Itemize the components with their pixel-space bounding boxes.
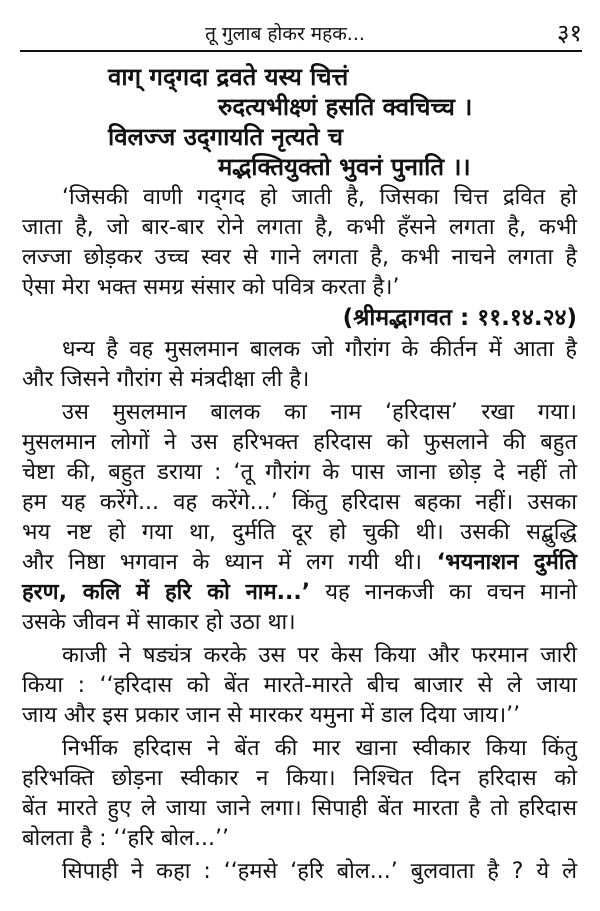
running-title: तू गुलाब होकर महक... (205, 23, 365, 45)
translation-line: जाता है, जो बार-बार रोने लगता है, कभी हँसने लगता है, कभी (22, 215, 577, 240)
paragraph-line: बेंत मारते हुए ले जाया जाने लगा। सिपाही बेंत मारता है तो हरिदास (22, 796, 577, 821)
header-rule (20, 50, 582, 52)
quote-bold: हरण, कलि में हरि को नाम...’ (22, 580, 311, 605)
page-header (0, 0, 600, 58)
paragraph-line: सिपाही ने कहा : ‘‘हमसे ‘हरि बोल...’ बुलवाता है ? ये ले (62, 859, 577, 884)
page-number: ३१ (557, 19, 582, 47)
paragraph-line: उसके जीवन में साकार हो उठा था। (22, 610, 296, 635)
paragraph-line: मुसलमान लोगों ने उस हरिभक्त हरिदास को फुसलाने की बहुत (22, 430, 577, 455)
translation-line: ऐसा मेरा भक्त समग्र संसार को पवित्र करता है।’ (22, 275, 400, 300)
paragraph-line: धन्य है वह मुसलमान बालक जो गौरांग के कीर्तन में आता है (62, 337, 577, 362)
quote-bold: ‘भयनाशन दुर्मति (436, 550, 577, 575)
paragraph-line: और जिसने गौरांग से मंत्रदीक्षा ली है। (22, 367, 310, 392)
translation-line: लज्जा छोड़कर उच्च स्वर से गाने लगता है, कभी नाचने लगता है (22, 245, 577, 270)
paragraph-line: हम यह करेंगे... वह करेंगे...’ किंतु हरिदास बहका नहीं। उसका (22, 490, 577, 515)
verse-citation: (श्रीमद्भागवत : ११.१४.२४) (342, 305, 577, 331)
paragraph-line (22, 578, 577, 608)
paragraph-line: भय नष्ट हो गया था, दुर्मति दूर हो चुकी थी। उसकी सद्बुद्धि (22, 520, 577, 545)
paragraph-line: हरिभक्ति छोड़ना स्वीकार न किया। निश्चित दिन हरिदास को (22, 766, 577, 791)
paragraph-line: किया : ‘‘हरिदास को बेंत मारते-मारते बीच बाजार से ले जाया (22, 673, 577, 698)
paragraph-line (22, 548, 577, 578)
paragraph-line: निर्भीक हरिदास ने बेंत की मार खाना स्वीकार किया किंतु (62, 736, 577, 761)
verse-line: वाग् गद्‌गदा द्रवते यस्य चित्तं (108, 63, 349, 91)
paragraph-line: उस मुसलमान बालक का नाम ‘हरिदास’ रखा गया। (62, 400, 577, 425)
paragraph-line: चेष्टा की, बहुत डराया : ‘तू गौरांग के पास जाना छोड़ दे नहीं तो (22, 460, 577, 485)
paragraph-line: बोलता है : ‘‘हरि बोल...’’ (22, 826, 229, 851)
verse-line: रुदत्यभीक्ष्णं हसति क्वचिच्च । (218, 93, 473, 121)
verse-line: मद्भक्तियुक्तो भुवनं पुनाति ।। (218, 153, 471, 181)
paragraph-line: काजी ने षड्यंत्र करके उस पर केस किया और फरमान जारी (62, 643, 577, 668)
translation-line: ‘जिसकी वाणी गद्‌गद हो जाती है, जिसका चित्त द्रवित हो (62, 185, 577, 210)
paragraph-line: जाय और इस प्रकार जान से मारकर यमुना में डाल दिया जाय।’’ (22, 703, 521, 728)
verse-line: विलज्ज उद्‌गायति नृत्यते च (108, 123, 343, 151)
paragraph-text: यह नानकजी का वचन मानो (325, 580, 577, 605)
paragraph-text: और निष्ठा भगवान के ध्यान में लग गयी थी। (22, 550, 422, 575)
